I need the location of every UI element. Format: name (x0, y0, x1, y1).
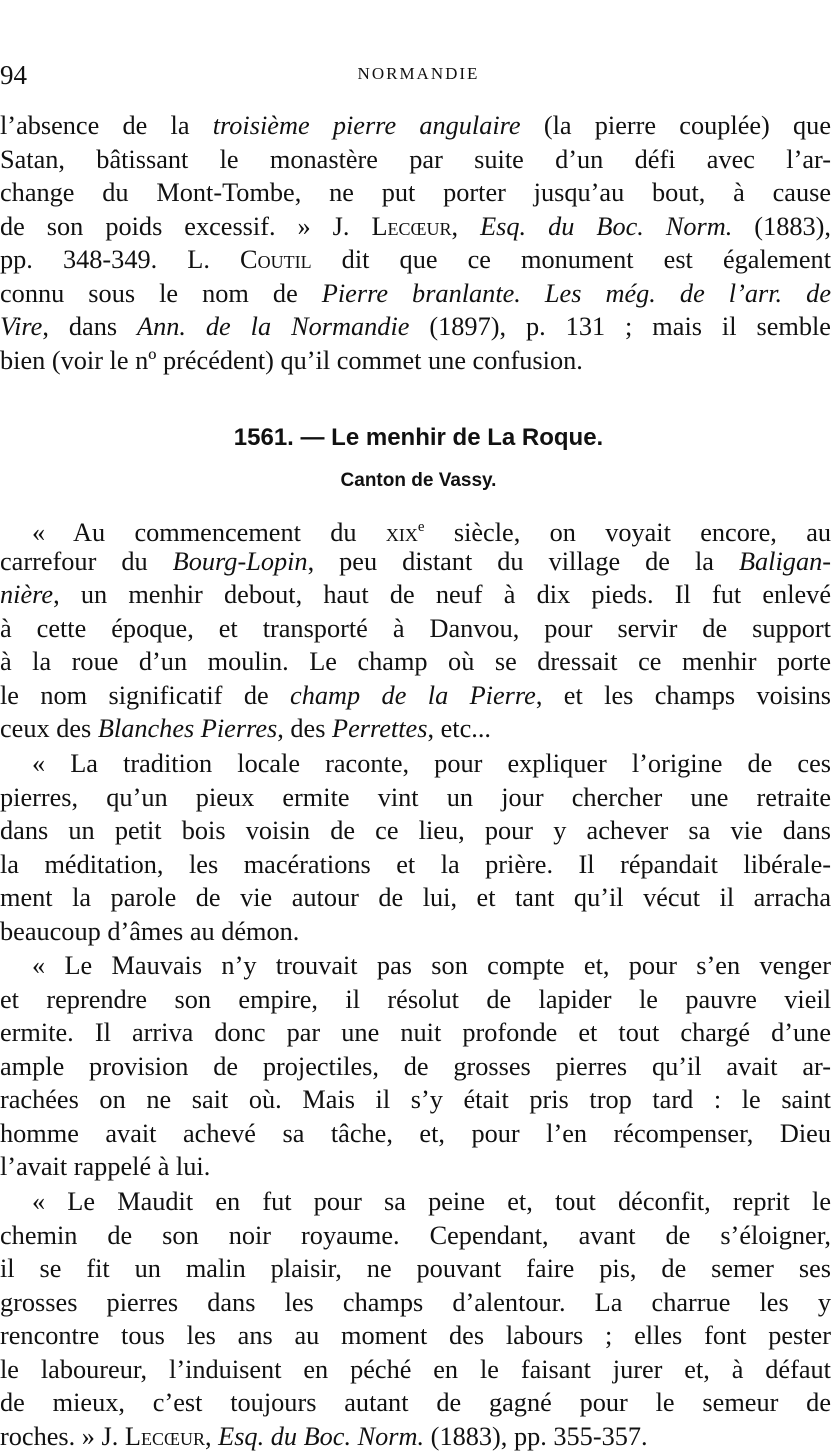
text-line: pierres, qu’un pieux ermite vint un jour chercher une retraite (0, 781, 831, 815)
text-line: de son poids excessif. » J. Lecœur, Esq. du Boc. Norm. (1883), (0, 210, 831, 244)
text-line: dans un petit bois voisin de ce lieu, pour y achever sa vie dans (0, 814, 831, 848)
text-line: ermite. Il arriva donc par une nuit profonde et tout chargé d’une (0, 1016, 831, 1050)
text-line: beaucoup d’âmes au démon. (0, 915, 831, 949)
text-line: rachées on ne sait où. Mais il s’y était pris trop tard : le saint (0, 1083, 831, 1117)
text-line: pp. 348-349. L. Coutil dit que ce monument est également (0, 243, 831, 277)
text-line: Vire, dans Ann. de la Normandie (1897), p. 131 ; mais il semble (0, 310, 831, 344)
text-line: grosses pierres dans les champs d’alentour. La charrue les y (0, 1286, 831, 1320)
paragraph-2 (0, 747, 831, 948)
text-line: ceux des Blanches Pierres, des Perrettes, etc... (0, 712, 831, 746)
section-title: 1561. — Le menhir de La Roque. (0, 424, 837, 452)
page-header (0, 60, 837, 88)
text-line: ment la parole de vie autour de lui, et tant qu’il vécut il arracha (0, 881, 831, 915)
paragraph-3 (0, 949, 831, 1184)
text-line: chemin de son noir royaume. Cependant, avant de s’éloigner, (0, 1219, 831, 1253)
text-line: à cette époque, et transporté à Danvou, pour servir de support (0, 612, 831, 646)
text-line: carrefour du Bourg-Lopin, peu distant du village de la Baligan- (0, 545, 831, 579)
text-line: « Le Maudit en fut pour sa peine et, tout déconfit, reprit le (0, 1185, 831, 1219)
text-line: à la roue d’un moulin. Le champ où se dressait ce menhir porte (0, 645, 831, 679)
page-number: 94 (0, 60, 27, 91)
text-line: connu sous le nom de Pierre branlante. Les még. de l’arr. de (0, 277, 831, 311)
text-line: de mieux, c’est toujours autant de gagné pour le semeur de (0, 1386, 831, 1420)
intro-paragraph (0, 109, 831, 377)
text-line: le nom significatif de champ de la Pierre, et les champs voisins (0, 679, 831, 713)
paragraph-1 (0, 511, 831, 746)
text-line: bien (voir le nº précédent) qu’il commet une confusion. (0, 344, 831, 378)
text-line: homme avait achevé sa tâche, et, pour l’en récompenser, Dieu (0, 1117, 831, 1151)
text-line: nière, un menhir debout, haut de neuf à dix pieds. Il fut enlevé (0, 578, 831, 612)
text-line: « Le Mauvais n’y trouvait pas son compte et, pour s’en venger (0, 949, 831, 983)
text-line: change du Mont-Tombe, ne put porter jusqu’au bout, à cause (0, 176, 831, 210)
text-line: « Au commencement du xix$^e$ siècle, on voyait encore, au (0, 511, 831, 545)
text-line: l’avait rappelé à lui. (0, 1150, 831, 1184)
running-title: NORMANDIE (0, 64, 837, 84)
text-line: il se fit un malin plaisir, ne pouvant faire pis, de semer ses (0, 1252, 831, 1286)
text-line: ample provision de projectiles, de grosses pierres qu’il avait ar- (0, 1050, 831, 1084)
section-subtitle: Canton de Vassy. (0, 470, 837, 492)
text-line: la méditation, les macérations et la prière. Il répandait libérale- (0, 848, 831, 882)
paragraph-4 (0, 1185, 831, 1453)
text-line: « La tradition locale raconte, pour expliquer l’origine de ces (0, 747, 831, 781)
text-line: et reprendre son empire, il résolut de lapider le pauvre vieil (0, 983, 831, 1017)
text-line: l’absence de la troisième pierre angulaire (la pierre couplée) que (0, 109, 831, 143)
text-line: rencontre tous les ans au moment des labours ; elles font pester (0, 1319, 831, 1353)
text-line: roches. » J. Lecœur, Esq. du Boc. Norm. (1883), pp. 355-357. (0, 1420, 831, 1453)
text-line: le laboureur, l’induisent en péché en le faisant jurer et, à défaut (0, 1353, 831, 1387)
text-line: Satan, bâtissant le monastère par suite d’un défi avec l’ar- (0, 143, 831, 177)
